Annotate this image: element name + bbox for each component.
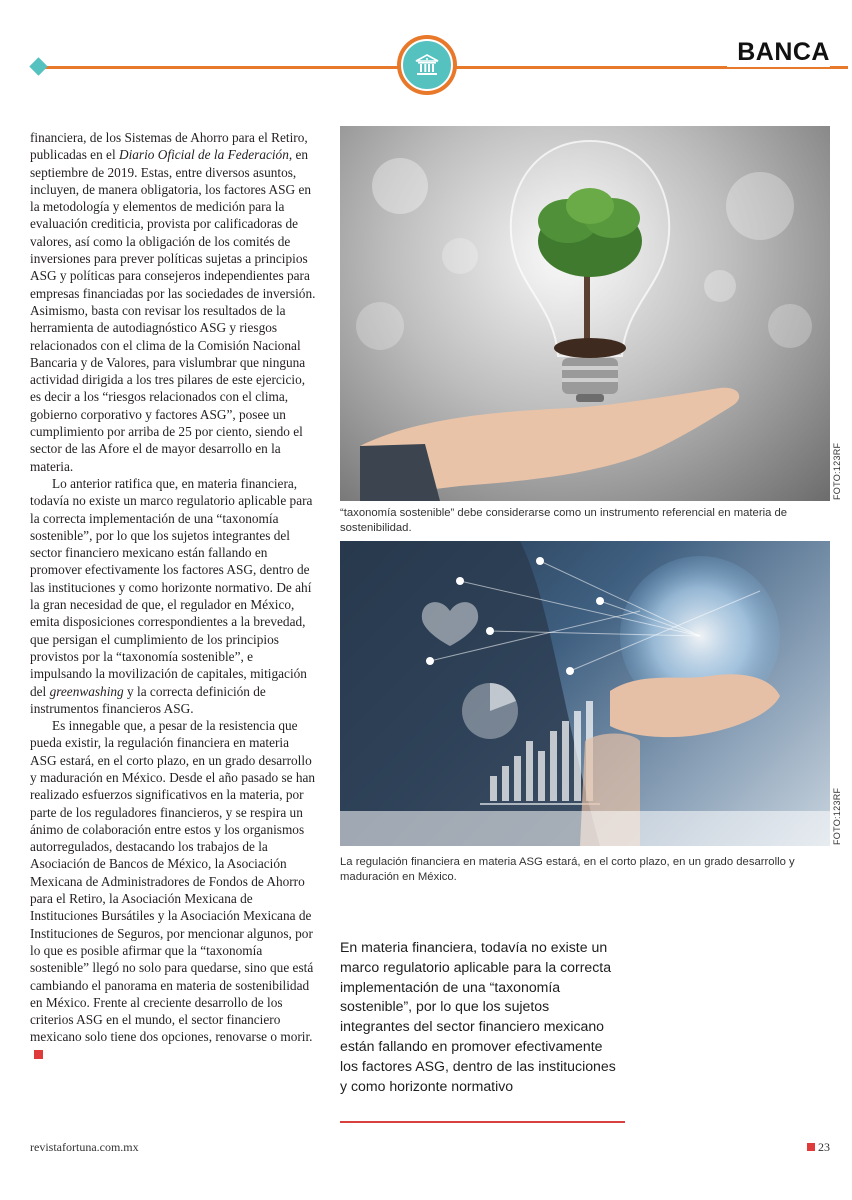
bank-building-icon — [415, 53, 439, 77]
section-title: BANCA — [727, 38, 830, 67]
paragraph-2: Lo anterior ratifica que, en materia financiera, todavía no existe un marco regulatorio aplicable para la correcta implementación de una “taxonomía sostenible”, por lo que los sujetos integrantes del sector financiero mexicano están fallando en promover efectivamente los factores ASG, dentro de las instituciones y como horizonte normativo. De ahí la gran necesidad de que, el regulador en México, emita disposiciones correspondientes a la brevedad, que persigan el cumplimiento de los principios provistos por la “taxonomía sostenible”, e impulsando la movilización de capitales, mitigación del greenwashing y la correcta definición de instrumentos financieros ASG. — [30, 475, 313, 716]
caption-1: “taxonomía sostenible” debe considerarse como un instrumento referencial en materia de sostenibilidad. — [340, 507, 788, 534]
paragraph-3: Es innegable que, a pesar de la resistencia que pueda existir, la regulación financiera en materia ASG estará, en el corto plazo, en un grado desarrollo y maduración en México. Desde el año pasado se han realizado esfuerzos significativos en la materia, por parte de los reguladores financieros, y se respira un ánimo de colaboración entre estos y los organismos autorregulados, destacando los trabajos de la Asociación de Bancos de México, la Asociación Mexicana de Administradores de Fondos de Ahorro para el Retiro, la Asociación Mexicana de Instituciones Bursátiles y la Asociación Mexicana de Instituciones de Seguros, por mencionar algunos, por lo que es posible afirmar que la “taxonomía sostenible” llegó no solo para quedarse, sino que está cambiando el panorama en materia de sostenibilidad en México. Frente al creciente desarrollo de los criterios ASG en el mundo, el sector financiero mexicano solo tiene dos opciones, renovarse o morir. — [30, 717, 316, 1063]
diamond-ornament — [29, 57, 47, 75]
photo-credit-2: FOTO:123RF — [832, 787, 842, 845]
footer-site: revistafortuna.com.mx — [30, 1140, 139, 1154]
page-marker-icon — [807, 1143, 815, 1151]
paragraph-1: financiera, de los Sistemas de Ahorro para el Retiro, publicadas en el Diario Oficial de la Federación, en septiembre de 2019. Estas, entre diversos asuntos, incluyen, de manera obligatoria, los factores ASG en la metodología y elementos de medición para la evaluación crediticia, provista por calificadoras de valores, así como la obligación de los comités de inversiones para prever políticas sujetas a principios ASG y políticas para consejeros independientes para empresas financiadas por las sociedades de inversión. Asimismo, basta con revisar los resultados de la herramienta de autodiagnóstico ASG y riesgos relacionados con el clima de la Comisión Nacional Bancaria y de Valores, para vislumbrar que ninguna actividad dirigida a los tres pilares de este ejercicio, es decir a los “riesgos relacionados con el clima, gobierno corporativo y factores ASG”, posee un cumplimiento por arriba de 25 por ciento, siendo el sector de las Afore el de mayor desarrollo en la materia. — [30, 130, 316, 474]
globe-network-hand-photo — [340, 541, 830, 846]
lightbulb-tree-photo — [340, 126, 830, 501]
photo-credit-1: FOTO:123RF — [832, 442, 842, 500]
article-body — [30, 129, 316, 1063]
pull-quote: En materia financiera, todavía no existe un marco regulatorio aplicable para la correcta implementación de una “taxonomía sostenible”, por lo que los sujetos integrantes del sector financiero mexicano están fallando en promover efectivamente los factores ASG, dentro de las instituciones y como horizonte normativo — [340, 939, 616, 1094]
caption-2: La regulación financiera en materia ASG estará, en el corto plazo, en un grado desarrollo y maduración en México. — [340, 856, 795, 883]
section-emblem — [397, 35, 457, 95]
end-mark-icon — [34, 1050, 43, 1059]
footer-page-number: 23 — [807, 1140, 830, 1155]
pull-quote-rule — [340, 1121, 625, 1123]
